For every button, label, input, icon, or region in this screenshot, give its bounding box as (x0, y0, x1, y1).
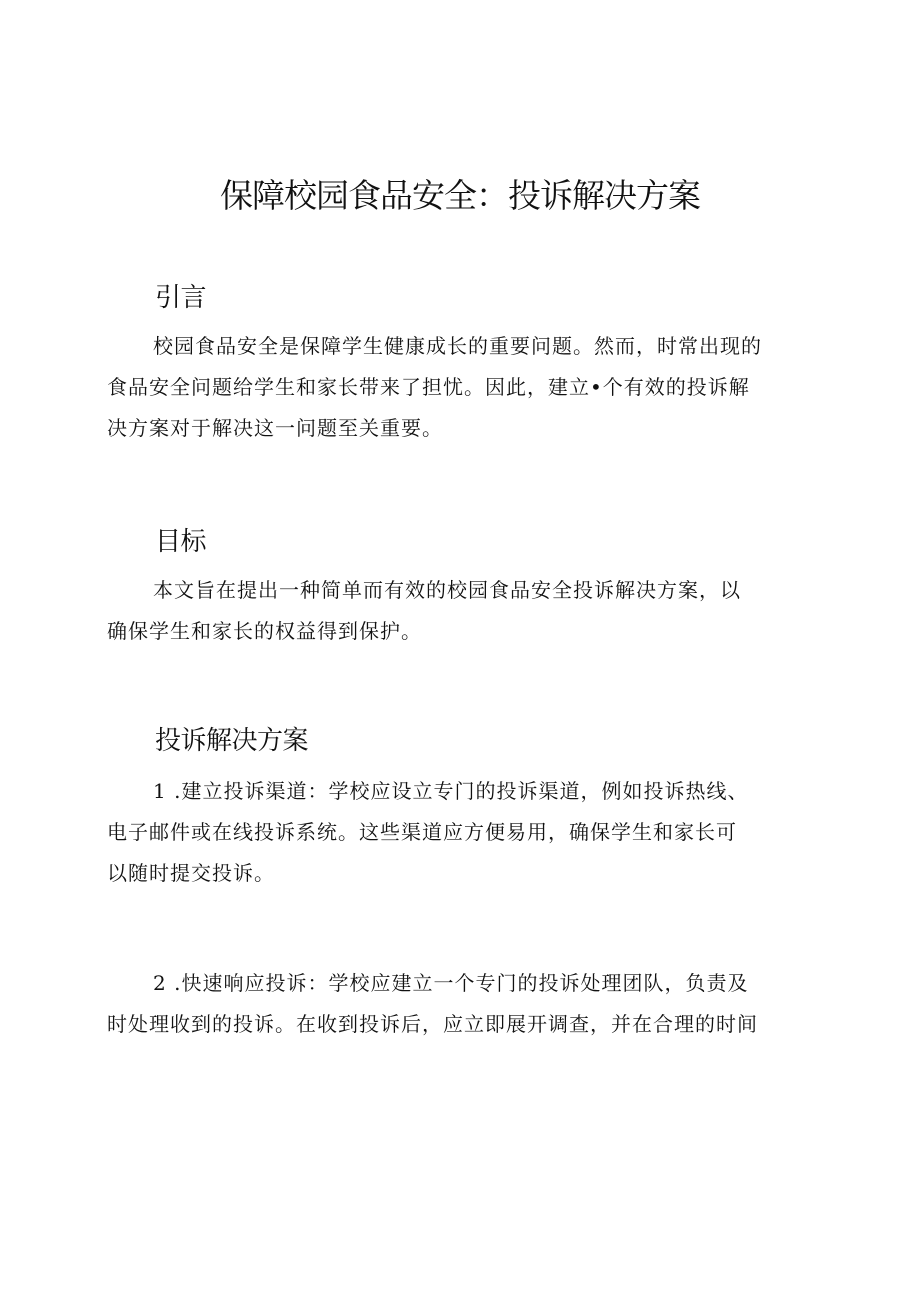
paragraph-line: 本文旨在提出一种简单而有效的校园食品安全投诉解决方案，以 (153, 578, 741, 602)
document-title: 保障校园食品安全：投诉解决方案 (220, 176, 700, 215)
solution-item-1 (107, 771, 827, 894)
paragraph-line: 时处理收到的投诉。在收到投诉后，应立即展开调查，并在合理的时间 (107, 1012, 758, 1036)
paragraph-line: 以随时提交投诉。 (107, 861, 275, 885)
paragraph-intro (107, 326, 827, 449)
paragraph-line: 确保学生和家长的权益得到保护。 (107, 619, 422, 643)
paragraph-line: 电子邮件或在线投诉系统。这些渠道应方便易用，确保学生和家长可 (107, 820, 737, 844)
section-heading-solution: 投诉解决方案 (155, 726, 309, 756)
paragraph-line: 决方案对于解决这一问题至关重要。 (107, 416, 443, 440)
section-heading-intro: 引言 (155, 283, 207, 313)
paragraph-line: 校园食品安全是保障学生健康成长的重要问题。然而，时常出现的 (153, 334, 762, 358)
paragraph-line: 食品安全问题给学生和家长带来了担忧。因此，建立•个有效的投诉解 (107, 375, 750, 399)
paragraph-goal (107, 570, 827, 652)
paragraph-line: 1 .建立投诉渠道：学校应设立专门的投诉渠道，例如投诉热线、 (153, 779, 749, 803)
solution-item-2 (107, 963, 827, 1045)
section-heading-goal: 目标 (155, 527, 207, 557)
paragraph-line: 2 .快速响应投诉：学校应建立一个专门的投诉处理团队，负责及 (153, 971, 749, 995)
